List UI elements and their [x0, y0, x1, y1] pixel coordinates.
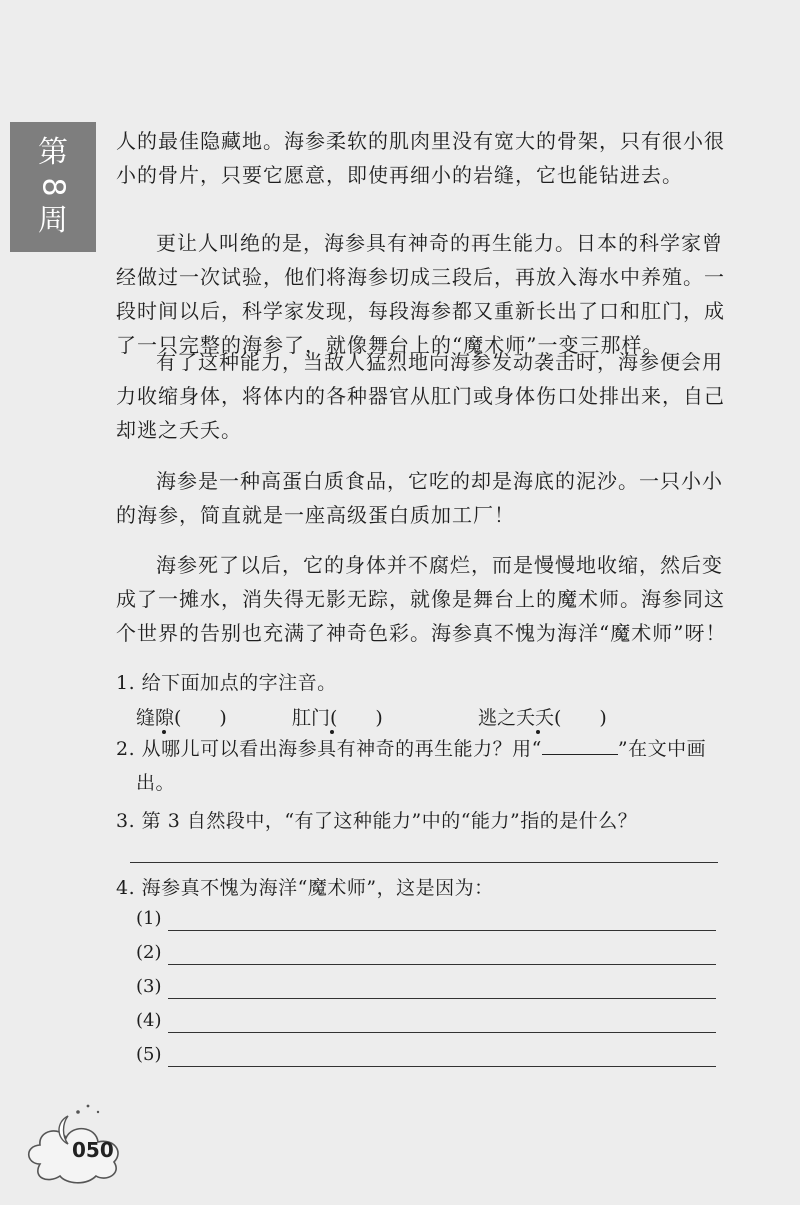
question-2-text-after: ”在文中画: [617, 738, 707, 760]
page-number: 050: [72, 1138, 114, 1162]
week-prefix: 第: [38, 135, 68, 170]
underline-sample: [542, 734, 618, 755]
answer-label-1: (1): [136, 908, 162, 929]
answer-label-2: (2): [136, 942, 162, 963]
question-1-items: [116, 703, 736, 733]
passage-paragraph: 更让人叫绝的是，海参具有神奇的再生能力。日本的科学家曾经做过一次试验，他们将海参切成三段后，再放入海水中养殖。一段时间以后，科学家发现，每段海参都又重新长出了口和肛门，成了一只完整的海参了，就像舞台上的“魔术师”一变三那样。: [116, 231, 725, 357]
answer-line-4[interactable]: [168, 1032, 716, 1033]
question-2-prompt: [116, 734, 736, 764]
question-3-answer-line[interactable]: [130, 862, 718, 863]
question-4-prompt: 4. 海参真不愧为海洋“魔术师”，这是因为：: [116, 877, 494, 899]
passage-paragraph: 海参死了以后，它的身体并不腐烂，而是慢慢地收缩，然后变成了一摊水，消失得无影无踪，就像是舞台上的魔术师。海参同这个世界的告别也充满了神奇色彩。海参真不愧为海洋“魔术师”呀！: [116, 553, 727, 645]
answer-line-3[interactable]: [168, 998, 716, 999]
week-suffix: 周: [38, 203, 68, 238]
answer-line-1[interactable]: [168, 930, 716, 931]
answer-label-4: (4): [136, 1010, 162, 1031]
question-2-text-before: 2. 从哪儿可以看出海参具有神奇的再生能力？用“: [116, 738, 542, 760]
passage-paragraph: 人的最佳隐藏地。海参柔软的肌肉里没有宽大的骨架，只有很小很小的骨片，只要它愿意，即使再细小的岩缝，它也能钻进去。: [116, 129, 725, 187]
answer-line-5[interactable]: [168, 1066, 716, 1067]
week-tab: [10, 122, 96, 252]
answer-label-5: (5): [136, 1044, 162, 1065]
pinyin-item-fengxi[interactable]: 缝隙( ): [136, 707, 227, 729]
pinyin-item-gangmen[interactable]: 肛门( ): [292, 707, 383, 729]
passage-paragraph: 海参是一种高蛋白质食品，它吃的却是海底的泥沙。一只小小的海参，简直就是一座高级蛋白质加工厂！: [116, 469, 723, 527]
answer-label-3: (3): [136, 976, 162, 997]
answer-line-2[interactable]: [168, 964, 716, 965]
week-number: 8: [36, 177, 71, 197]
passage-paragraph: 有了这种能力，当敌人猛烈地向海参发动袭击时，海参便会用力收缩身体，将体内的各种器官从肛门或身体伤口处排出来，自己却逃之夭夭。: [116, 350, 725, 442]
question-2-continuation: 出。: [136, 772, 176, 794]
pinyin-item-taozhiyaoyao[interactable]: 逃之夭夭( ): [478, 707, 607, 729]
question-3-prompt: 3. 第 3 自然段中，“有了这种能力”中的“能力”指的是什么？: [116, 810, 638, 832]
page-number-cloud: [18, 1090, 168, 1190]
question-1-prompt: 1. 给下面加点的字注音。: [116, 672, 337, 694]
